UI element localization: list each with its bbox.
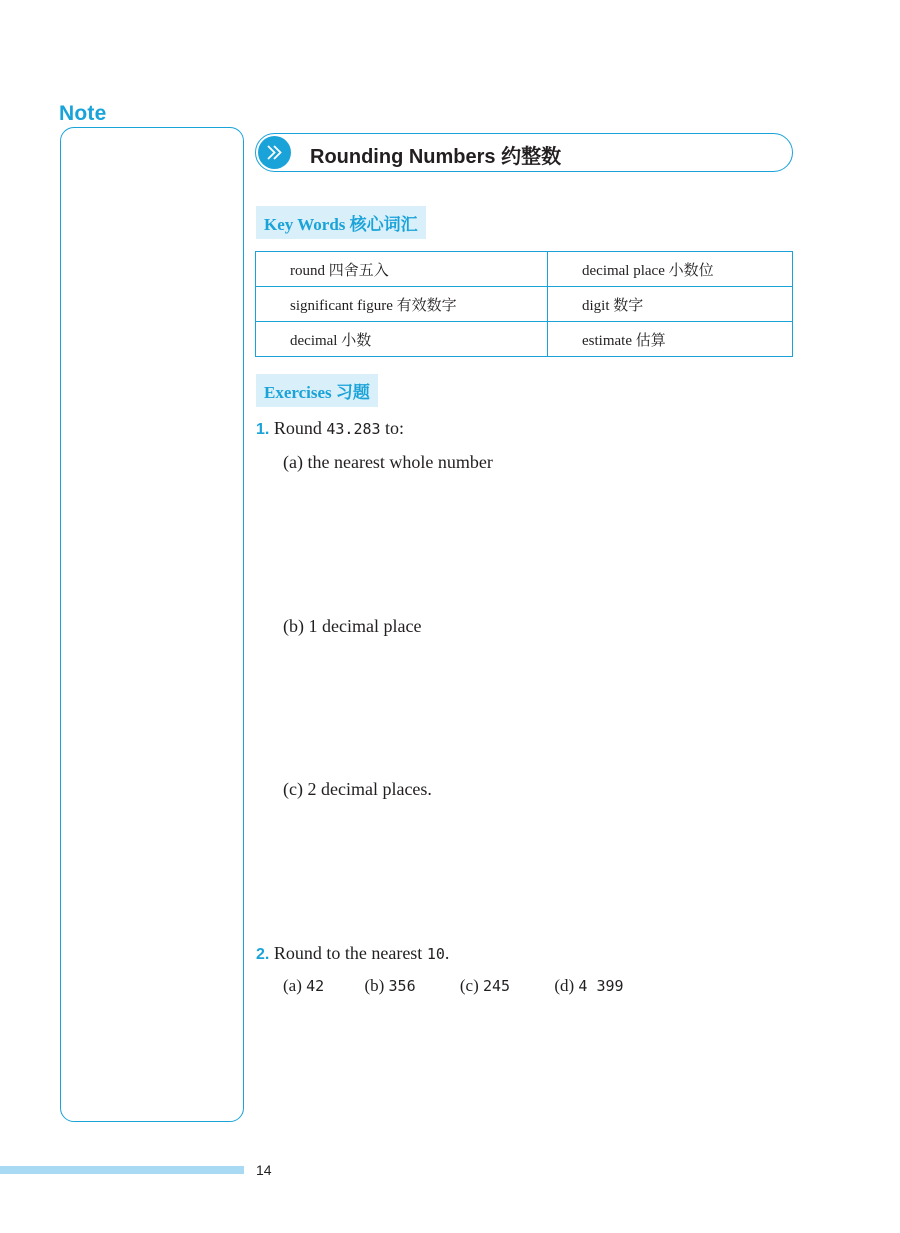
table-cell: estimate 估算 bbox=[548, 322, 793, 357]
question-text: Round bbox=[273, 418, 327, 438]
question-1 bbox=[256, 418, 404, 439]
double-chevron-right-icon bbox=[258, 136, 291, 169]
table-cell: digit 数字 bbox=[548, 287, 793, 322]
table-cell: round 四舍五入 bbox=[256, 252, 548, 287]
option-label: (d) bbox=[554, 976, 575, 995]
question-value: 10 bbox=[426, 945, 445, 963]
option-a bbox=[283, 976, 324, 996]
option-label: (a) bbox=[283, 976, 302, 995]
section-title: Rounding Numbers 约整数 bbox=[310, 146, 562, 168]
key-words-table bbox=[255, 251, 793, 357]
option-d bbox=[554, 976, 623, 996]
exercises-heading: Exercises 习题 bbox=[256, 374, 378, 407]
note-box bbox=[60, 127, 244, 1122]
section-banner bbox=[255, 133, 793, 172]
option-c bbox=[460, 976, 510, 996]
table-row bbox=[256, 322, 793, 357]
question-text-suffix: to: bbox=[380, 418, 405, 438]
table-row bbox=[256, 287, 793, 322]
option-value: 42 bbox=[306, 977, 325, 995]
option-b bbox=[364, 976, 415, 996]
question-1-part-b: (b) 1 decimal place bbox=[283, 616, 422, 636]
question-number: 2. bbox=[256, 946, 270, 963]
question-number: 1. bbox=[256, 421, 270, 438]
option-value: 356 bbox=[388, 977, 416, 995]
question-1-part-c: (c) 2 decimal places. bbox=[283, 779, 432, 799]
question-text-suffix: . bbox=[444, 943, 450, 963]
table-cell: decimal place 小数位 bbox=[548, 252, 793, 287]
option-value: 245 bbox=[482, 977, 511, 995]
footer-bar bbox=[0, 1166, 244, 1174]
key-words-heading: Key Words 核心词汇 bbox=[256, 206, 426, 239]
question-1-part-a: (a) the nearest whole number bbox=[283, 452, 493, 472]
option-label: (c) bbox=[459, 976, 479, 995]
table-cell: significant figure 有效数字 bbox=[256, 287, 548, 322]
question-2-options bbox=[283, 976, 624, 996]
question-2 bbox=[256, 943, 449, 964]
table-cell: decimal 小数 bbox=[256, 322, 548, 357]
question-value: 43.283 bbox=[326, 420, 381, 438]
option-value: 4 399 bbox=[578, 977, 624, 995]
table-row bbox=[256, 252, 793, 287]
note-title: Note bbox=[59, 102, 107, 125]
option-label: (b) bbox=[364, 976, 385, 995]
question-text: Round to the nearest bbox=[273, 943, 427, 963]
page-number: 14 bbox=[256, 1162, 272, 1178]
